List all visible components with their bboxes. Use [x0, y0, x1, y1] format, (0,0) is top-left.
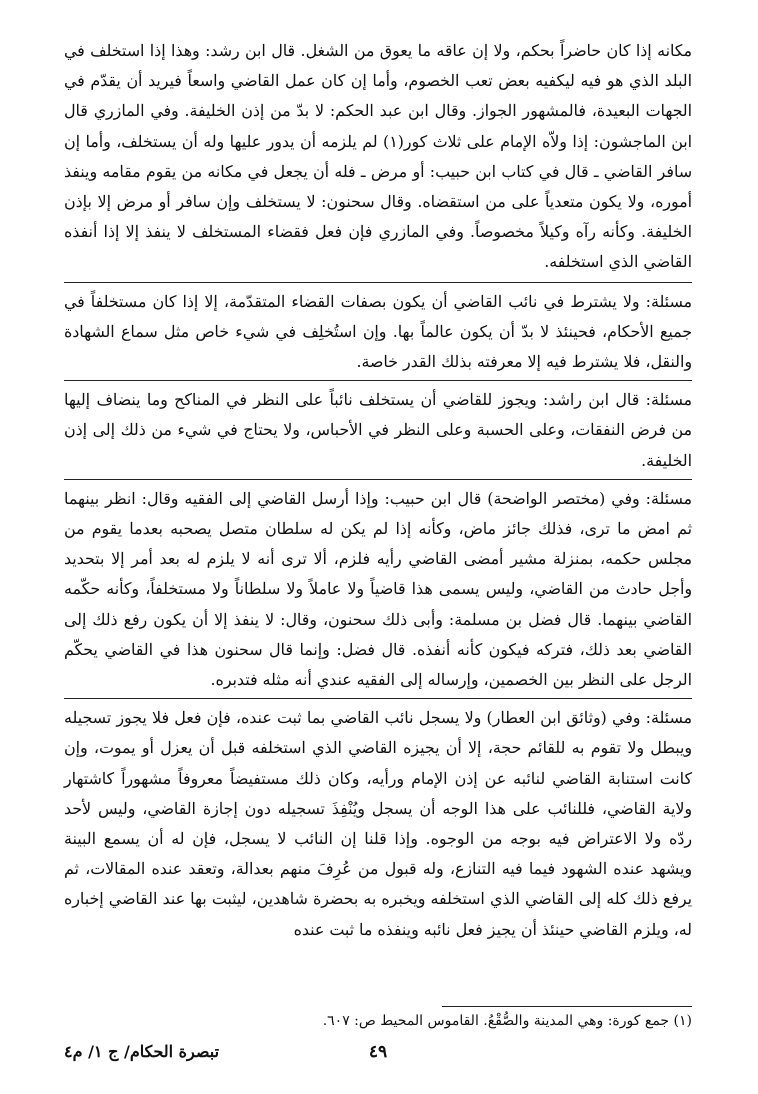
paragraph-2: مسئلة: ولا يشترط في نائب القاضي أن يكون بصفات القضاء المتقدّمة، إلا إذا كان مستخلفاً في جميع الأحكام، فحينئذ لا بدّ أن يكون عالماً بها. وإن استُخلِف في شيء خاص مثل سماع الشهادة والنقل، فلا يشترط فيه إلا معرفته بذلك القدر خاصة. — [64, 291, 692, 372]
paragraph-5: مسئلة: وفي (وثائق ابن العطار) ولا يسجل نائب القاضي بما ثبت عنده، فإن فعل فلا يجوز تسجيله ويبطل ولا تقوم به للقائم حجة، إلا أن يجيزه القاضي الذي استخلفه قبل أن يعزل أو يموت، وإن كانت استنابة القاضي لنائبه عن إذن الإمام ورأيه، وكان ذلك مستفيضاً معروفاً مشهوراً كاشتهار ولاية القاضي، فللنائب على هذا الوجه أن يسجل ويُنْفِذَ تسجيله دون إجازة القاضي، وليس لأحد ردّه ولا الاعتراض فيه بوجه من الوجوه. وإذا قلنا إن النائب لا يسجل، فإن له أن يسمع البينة ويشهد عنده الشهود فيما فيه التنازع، وله قبول من عُرِفَ منهم بعدالة، وتعقد عنده المقالات، ثم يرفع ذلك كله إلى القاضي الذي استخلفه ويخبره به بحضرة شاهدين، ليثبت بها عند القاضي إخباره له، ويلزم القاضي حينئذ أن يجيز فعل نائبه وينفذه ما ثبت عنده — [64, 708, 692, 939]
running-title: تبصرة الحكام/ ج ١/ م٤ — [64, 1042, 220, 1061]
page-number: ٤٩ — [368, 1042, 388, 1062]
paragraph-3: مسئلة: قال ابن راشد: ويجوز للقاضي أن يستخلف نائباً على النظر في المناكح وما ينضاف إليها من فرض النفقات، وعلى الحسبة وعلى النظر في الأحباس، ولا يحتاج في شيء من ذلك إلى إذن الخليفة. — [64, 390, 692, 470]
separator-rule — [64, 380, 692, 381]
separator-rule — [64, 698, 692, 699]
separator-rule — [64, 282, 692, 283]
separator-rule — [64, 479, 692, 480]
paragraph-1: مكانه إذا كان حاضراً بحكم، ولا إن عاقه ما يعوق من الشغل. قال ابن رشد: وهذا إذا استخلف في البلد الذي هو فيه ليكفيه بعض تعب الخصوم، وأما إن كان عمل القاضي واسعاً فيريد أن يقدّم في الجهات البعيدة، فالمشهور الجواز. وقال ابن عبد الحكم: لا بدّ من إذن الخليفة. وفي المازري قال ابن الماجشون: إذا ولاّه الإمام على ثلاث كور(١) لم يلزمه أن يدور عليها وله أن يستخلف، وأما إن سافر القاضي ـ قال في كتاب ابن حبيب: أو مرض ـ فله أن يجعل في مكانه من يقوم مقامه وينفذ أموره، ولا يكون متعدياً على من استقضاه. وقال سحنون: لا يستخلف وإن سافر أو مرض إلا بإذن الخليفة. وكأنه رآه وكيلاً مخصوصاً. وفي المازري فإن فعل فقضاء المستخلف لا ينفذ إلا إذا أنفذه القاضي الذي استخلفه. — [64, 41, 693, 272]
footnote-rule — [442, 1006, 692, 1007]
paragraph-4: مسئلة: وفي (مختصر الواضحة) قال ابن حبيب: وإذا أرسل القاضي إلى الفقيه وقال: انظر بينهما ثم امض ما ترى، فذلك جائز ماض، وكأنه إذا لم يكن له سلطان متصل يصحبه بعدما يقوم من مجلس حكمه، بمنزلة مشير أمضى القاضي رأيه فلزم، ألا ترى أنه لا يلزم له بعد أمر إلا بتحديد وأجل حادث من القاضي، وليس يسمى هذا قاضياً ولا عاملاً ولا سلطاناً ولا مستخلفاً، وكأنه حكّمه القاضي بينهما. قال فضل بن مسلمة: وأبى ذلك سحنون، وقال: لا ينفذ إلا أن يكون رفع ذلك إلى القاضي بعد ذلك، فتركه فيكون كأنه أنفذه. قال فضل: وإنما قال سحنون هذا في القاضي يحكّم الرجل على النظر بين الخصمين، وإرساله إلى الفقيه عندي أنه مثله فتدبره. — [64, 488, 692, 690]
page-footer — [64, 1040, 692, 1070]
footnote: (١) جمع كورة: وهي المدينة والصُّقْعُ. القاموس المحيط ص: ٦٠٧. — [322, 1013, 692, 1029]
main-text — [64, 36, 692, 945]
